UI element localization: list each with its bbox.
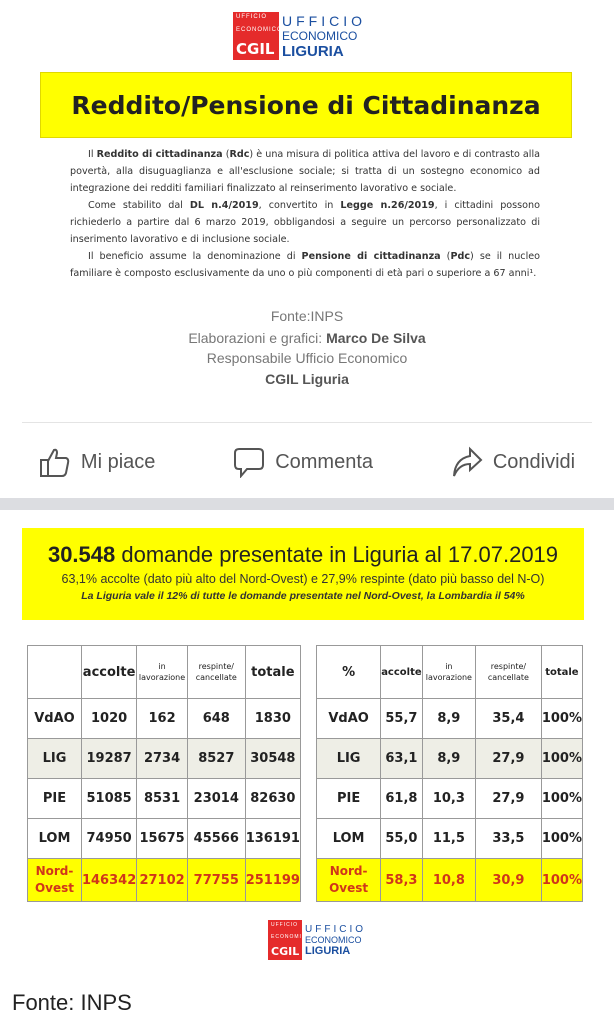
intro-text-segment: , i cittadini possono richiederlo a partire dal 6 marzo 2019, obbligandosi a seguire un percorso personalizzato di inserimento lavorativo e di inclusione sociale.	[70, 200, 540, 245]
intro-text-segment: (	[440, 251, 451, 262]
table-row	[317, 859, 583, 902]
logo-text: CGIL	[236, 40, 275, 58]
row-label: LOM	[28, 819, 82, 859]
org: CGIL Liguria	[265, 371, 349, 387]
column-header: totale	[245, 646, 300, 699]
logo-text: CGIL	[271, 945, 300, 958]
table-cell: 100%	[541, 779, 582, 819]
intro-text-segment: Rdc	[229, 149, 250, 160]
table-cell: 1830	[245, 699, 300, 739]
table-row	[317, 819, 583, 859]
intro-paragraph	[70, 146, 540, 197]
table-cell: 100%	[541, 819, 582, 859]
table-cell: 100%	[541, 859, 582, 902]
table-cell: 82630	[245, 779, 300, 819]
table-cell: 100%	[541, 739, 582, 779]
logo-text: LIGURIA	[282, 42, 344, 60]
table-row	[317, 699, 583, 739]
table-cell: 19287	[81, 739, 136, 779]
intro-text-segment: DL n.4/2019	[189, 200, 259, 211]
table-cell: 162	[137, 699, 188, 739]
table-cell: 10,8	[422, 859, 475, 902]
share-label: Condividi	[492, 450, 576, 473]
table-cell: 2734	[137, 739, 188, 779]
intro-text-segment: ) se il nucleo familiare è composto esclusivamente da uno o più componenti di età pari o superiore a 67 anni¹.	[70, 251, 541, 279]
footer-source: Fonte: INPS	[12, 990, 132, 1015]
source-label: Fonte:INPS	[270, 308, 344, 324]
column-header: totale	[541, 646, 582, 699]
thumbs-up-icon	[39, 446, 71, 478]
table-cell: 27102	[137, 859, 188, 902]
row-label: PIE	[317, 779, 381, 819]
table-cell: 51085	[81, 779, 136, 819]
table-cell: 33,5	[476, 819, 542, 859]
row-label: Nord-Ovest	[317, 859, 381, 902]
table-cell: 1020	[81, 699, 136, 739]
like-button[interactable]	[39, 446, 155, 478]
table-cell: 136191	[245, 819, 300, 859]
table-cell: 58,3	[381, 859, 422, 902]
highlight-headline	[22, 542, 584, 568]
table-cell: 55,0	[381, 819, 422, 859]
table-cell: 8531	[137, 779, 188, 819]
table-cell: 8,9	[422, 739, 475, 779]
column-header: in lavorazione	[137, 646, 188, 699]
table-cell: 30,9	[476, 859, 542, 902]
table-row	[28, 779, 301, 819]
row-label: Nord-Ovest	[28, 859, 82, 902]
row-label: LOM	[317, 819, 381, 859]
table-cell: 27,9	[476, 779, 542, 819]
table-cell: 100%	[541, 699, 582, 739]
divider	[22, 422, 592, 423]
separator-band	[0, 498, 614, 510]
table-header-row	[317, 646, 583, 699]
table-cell: 146342	[81, 859, 136, 902]
column-header: respinte/ cancellate	[187, 646, 245, 699]
logo-text: ECONOMICO	[305, 934, 362, 945]
intro-text-segment: , convertito in	[258, 200, 341, 211]
logo-text: UFFICIO	[282, 12, 366, 29]
logo-text: UFFICIO	[305, 923, 366, 935]
table-row	[28, 859, 301, 902]
logo-text: ECONOMICO	[282, 28, 358, 43]
table-cell: 61,8	[381, 779, 422, 819]
intro-text-segment: Reddito di cittadinanza	[96, 149, 223, 160]
count: 30.548	[47, 542, 116, 567]
intro-text-segment: ) è una misura di politica attiva del lavoro e di contrasto alla povertà, alla disuguaglianza e all'esclusione sociale; si tratta di un sostegno economico ad integrazione dei redditi familiari finalizzato al reinserimento lavorativo e sociale.	[70, 149, 541, 194]
column-header: accolte	[381, 646, 422, 699]
table-cell: 30548	[245, 739, 300, 779]
intro-text-segment: Pdc	[450, 251, 471, 262]
table-percent	[316, 645, 583, 902]
table-row	[317, 739, 583, 779]
table-absolute	[27, 645, 301, 902]
column-header	[28, 646, 82, 699]
intro-paragraph	[70, 248, 540, 282]
table-header-row	[28, 646, 301, 699]
author: Marco De Silva	[326, 330, 426, 346]
table-cell: 55,7	[381, 699, 422, 739]
table-cell: 10,3	[422, 779, 475, 819]
table-row	[317, 779, 583, 819]
table-cell: 35,4	[476, 699, 542, 739]
action-bar	[0, 440, 614, 484]
table-cell: 8,9	[422, 699, 475, 739]
comment-label: Commenta	[275, 450, 374, 473]
column-header: in lavorazione	[422, 646, 475, 699]
table-cell: 11,5	[422, 819, 475, 859]
row-label: VdAO	[317, 699, 381, 739]
table-row	[28, 699, 301, 739]
intro-text-segment: Il	[88, 149, 97, 160]
table-cell: 15675	[137, 819, 188, 859]
highlight-subline: 63,1% accolte (dato più alto del Nord-Ovest) e 27,9% respinte (dato più basso del N-O)	[61, 572, 545, 586]
logo-text: UFFICIO	[236, 14, 267, 20]
row-label: VdAO	[28, 699, 82, 739]
table-cell: 45566	[187, 819, 245, 859]
table-cell: 251199	[245, 859, 300, 902]
page-title: Reddito/Pensione di Cittadinanza	[40, 72, 572, 138]
comment-button[interactable]	[233, 446, 373, 478]
logo-text: UFFICIO	[271, 922, 298, 928]
intro-text-segment: Il beneficio assume la denominazione di	[88, 251, 302, 262]
logo-bottom	[268, 920, 366, 960]
date: 17.07.2019	[447, 542, 559, 567]
table-cell: 23014	[187, 779, 245, 819]
like-label: Mi piace	[80, 450, 156, 473]
share-button[interactable]	[451, 446, 575, 478]
table-row	[28, 819, 301, 859]
column-header: respinte/ cancellate	[476, 646, 542, 699]
table-cell: 27,9	[476, 739, 542, 779]
intro-text-segment: Legge n.26/2019	[340, 200, 435, 211]
credits-label: Elaborazioni e grafici:	[188, 330, 327, 346]
logo-text: ECONOMICO	[236, 27, 283, 33]
role: Responsabile Ufficio Economico	[206, 350, 408, 366]
table-cell: 648	[187, 699, 245, 739]
table-cell: 8527	[187, 739, 245, 779]
intro-text	[70, 146, 540, 282]
intro-paragraph	[70, 197, 540, 248]
intro-text-segment: Come stabilito dal	[88, 200, 190, 211]
headline-text: domande presentate in Liguria al	[115, 542, 448, 567]
row-label: LIG	[317, 739, 381, 779]
logo-top	[233, 12, 366, 60]
logo-text: ECONOMICO	[271, 933, 312, 940]
highlight-box	[22, 528, 584, 620]
intro-text-segment: Pensione di cittadinanza	[301, 251, 441, 262]
table-cell: 63,1	[381, 739, 422, 779]
table-cell: 77755	[187, 859, 245, 902]
logo-text: LIGURIA	[305, 944, 351, 957]
column-header: %	[317, 646, 381, 699]
row-label: LIG	[28, 739, 82, 779]
table-cell: 74950	[81, 819, 136, 859]
share-icon	[451, 446, 483, 478]
highlight-note: La Liguria vale il 12% di tutte le domande presentate nel Nord-Ovest, la Lombardia il 54%	[81, 590, 525, 602]
credits	[0, 330, 614, 346]
column-header: accolte	[81, 646, 136, 699]
table-row	[28, 739, 301, 779]
comment-icon	[233, 446, 265, 478]
row-label: PIE	[28, 779, 82, 819]
intro-text-segment: (	[222, 149, 230, 160]
